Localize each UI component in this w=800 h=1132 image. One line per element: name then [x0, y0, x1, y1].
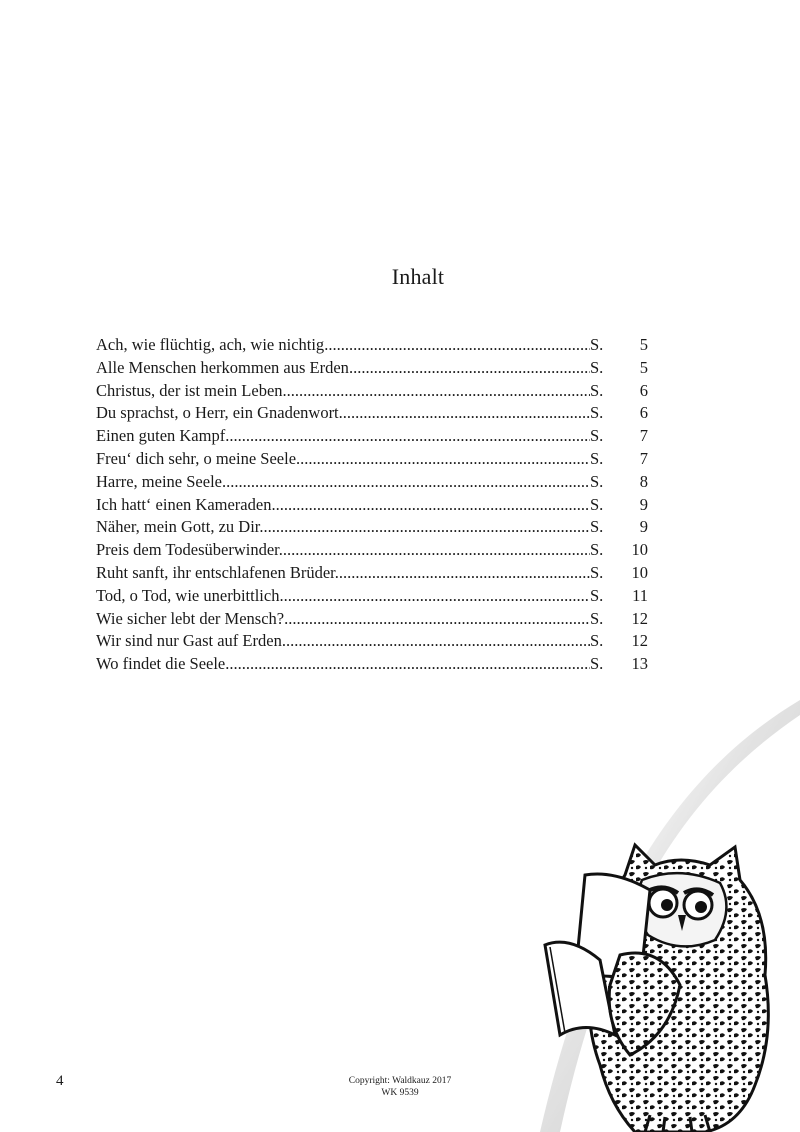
toc-entry-title: Ach, wie flüchtig, ach, wie nichtig ..... — [96, 334, 590, 357]
toc-entry-title: Ich hatt‘ einen Kameraden ..... — [96, 494, 590, 517]
toc-entry — [96, 562, 652, 585]
toc-entry-page: 6 — [639, 403, 648, 423]
toc-entry-prefix: S. — [590, 654, 604, 674]
toc-entry — [96, 653, 652, 676]
toc-entry-page: 6 — [639, 380, 648, 400]
page-title: Inhalt — [391, 264, 445, 289]
toc-entry-page: 7 — [639, 426, 648, 446]
toc-entry-page: 5 — [639, 357, 648, 377]
toc-entry — [96, 380, 652, 403]
toc-entry-page: 10 — [631, 540, 648, 560]
toc-entry-page: 10 — [631, 562, 648, 582]
toc-entry-title: Ruht sanft, ihr entschlafenen Brüder ..... — [96, 562, 590, 585]
toc-entry-prefix: S. — [590, 380, 604, 400]
toc-entry-page: 5 — [639, 335, 648, 354]
toc-entry-page: 9 — [639, 517, 648, 537]
toc-entry — [96, 334, 652, 357]
toc-entry — [96, 425, 652, 448]
toc-entry-page: 11 — [632, 585, 648, 605]
footer — [300, 1075, 500, 1099]
toc-entry-title: Näher, mein Gott, zu Dir ..... — [96, 516, 590, 539]
toc-entry — [96, 630, 652, 653]
toc-entry-prefix: S. — [590, 608, 604, 628]
toc-entry — [96, 471, 652, 494]
owl-reading-book-icon — [530, 835, 800, 1132]
toc-entry-prefix: S. — [590, 517, 604, 537]
toc-entry — [96, 516, 652, 539]
toc-entry-title: Du sprachst, o Herr, ein Gnadenwort ..... — [96, 402, 590, 425]
toc-entry-prefix: S. — [590, 562, 604, 582]
toc-entry-page: 7 — [639, 448, 648, 468]
toc-entry-page: 12 — [631, 608, 648, 628]
table-of-contents — [96, 334, 652, 676]
toc-entry — [96, 585, 652, 608]
catalog-number: WK 9539 — [381, 1088, 419, 1098]
toc-entry-page: 9 — [639, 494, 648, 514]
toc-entry-prefix: S. — [590, 631, 604, 651]
toc-entry-title: Harre, meine Seele ..... — [96, 471, 590, 494]
toc-entry — [96, 494, 652, 517]
toc-entry-prefix: S. — [590, 357, 604, 377]
toc-entry-prefix: S. — [590, 335, 604, 354]
toc-entry-title: Wir sind nur Gast auf Erden ..... — [96, 630, 590, 653]
toc-entry-title: Tod, o Tod, wie unerbittlich ..... — [96, 585, 590, 608]
toc-entry-page: 12 — [631, 631, 648, 651]
toc-entry-title: Preis dem Todesüberwinder ..... — [96, 539, 590, 562]
toc-entry-title: Alle Menschen herkommen aus Erden ..... — [96, 357, 590, 380]
toc-entry — [96, 402, 652, 425]
page-number: 4 — [56, 1073, 64, 1089]
toc-entry-title: Wo findet die Seele ..... — [96, 653, 590, 676]
toc-entry-title: Wie sicher lebt der Mensch? ..... — [96, 608, 590, 631]
toc-entry-prefix: S. — [590, 471, 604, 491]
toc-entry-title: Einen guten Kampf ..... — [96, 425, 590, 448]
toc-entry-prefix: S. — [590, 585, 604, 605]
toc-entry — [96, 608, 652, 631]
toc-entry-prefix: S. — [590, 448, 604, 468]
toc-entry-prefix: S. — [590, 426, 604, 446]
toc-entry — [96, 539, 652, 562]
toc-entry-page: 8 — [639, 471, 648, 491]
toc-entry-prefix: S. — [590, 494, 604, 514]
toc-entry-prefix: S. — [590, 540, 604, 560]
toc-entry — [96, 448, 652, 471]
toc-entry — [96, 357, 652, 380]
copyright-text: Copyright: Waldkauz 2017 — [348, 1076, 452, 1086]
toc-entry-title: Freu‘ dich sehr, o meine Seele ..... — [96, 448, 590, 471]
toc-entry-page: 13 — [631, 654, 648, 674]
toc-entry-title: Christus, der ist mein Leben ..... — [96, 380, 590, 403]
toc-entry-prefix: S. — [590, 403, 604, 423]
